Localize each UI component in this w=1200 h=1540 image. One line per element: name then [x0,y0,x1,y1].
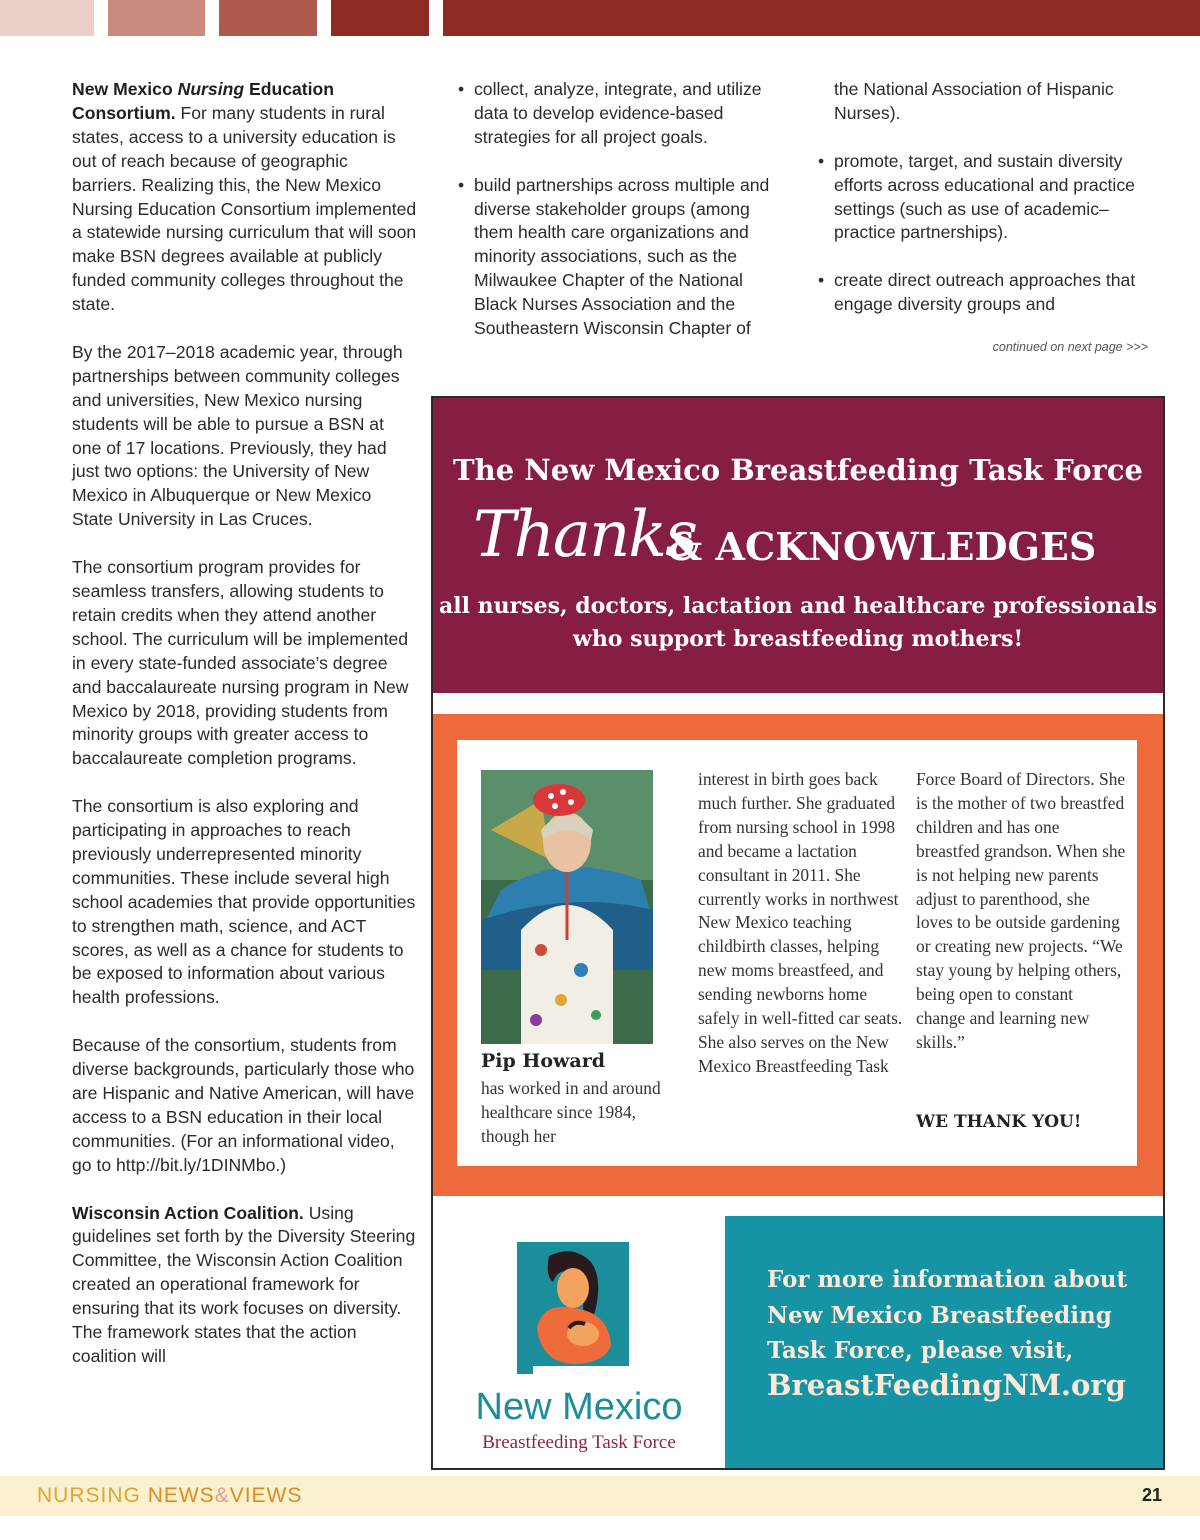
ad-header-panel [433,398,1163,693]
paragraph: By the 2017–2018 academic year, through partnerships between community colleges and universities, New Mexico nursing students will be able to pursue a BSN at one of 17 locations. Previously, they had just two options: the University of New Mexico in Albuquerque or New Mexico State University in Las Cruces. [72,341,403,530]
header-bar-2 [108,0,205,36]
ad-title: The New Mexico Breastfeeding Task Force [453,453,1143,487]
info-panel [725,1216,1163,1468]
portrait-illustration [481,770,653,1044]
logo-title: New Mexico [475,1386,683,1428]
acknowledges-heading: & ACKNOWLEDGES [668,524,1097,569]
logo-subtitle: Breastfeeding Task Force [482,1432,676,1453]
paragraph-wisconsin: Wisconsin Action Coalition. Using guidelines set forth by the Diversity Steering Committee, the Wisconsin Action Coalition created an operational framework for ensuring that its work focuses on diversity. The framework states that the action coalition will [72,1202,416,1366]
paragraph: The consortium program provides for seamless transfers, allowing students to retain credits when they attend another school. The curriculum will be implemented in every state-funded associate’s degree and baccalaureate nursing program in New Mexico by 2018, providing students from minority groups with greater access to baccalaureate completion programs. [72,557,409,769]
header-bar-5 [443,0,1200,36]
header-bar-4 [331,0,429,36]
portrait-photo [481,770,653,1044]
bullet-item: • promote, target, and sustain diversity efforts across educational and practice settings (such as use of academic–practice partnerships). [818,150,1148,246]
thanks-script: Thanks [473,498,696,572]
ad-subtitle: all nurses, doctors, lactation and healthcare professionals who support breastfeeding mothers! [438,593,1157,652]
bio-name: Pip Howard [481,1050,605,1072]
bio-text-column-1: has worked in and around healthcare since 1984, though her [481,1078,661,1146]
paragraph: The consortium is also exploring and participating in approaches to reach previously underrepresented minority communities. These include several high school academies that provide opportunities to strengthen math, science, and ACT scores, as well as a chance for students to be exposed to information about various health professions. [72,796,416,1008]
header-bar-1 [0,0,94,36]
task-force-logo [433,1216,725,1468]
page-footer [0,1476,1200,1516]
header-bar-3 [219,0,317,36]
website-link[interactable]: BreastFeedingNM.org [767,1368,1126,1402]
paragraph-new-mexico: New Mexico Nursing Education Consortium. For many students in rural states, access to a university education is out of reach because of geographic barriers. Realizing this, the New Mexico Nursing Education Consortium implemented a statewide nursing curriculum that will soon make BSN degrees available at publicly funded community colleges throughout the state. [72,79,417,315]
bullet-item: • create direct outreach approaches that engage diversity groups and [818,269,1148,317]
bio-text-column-3: Force Board of Directors. She is the mother of two breastfed children and has one breastfed grandson. When she is not helping new parents adjust to parenthood, she loves to be outside gardening or creating new projects. “We stay young by helping others, being open to constant change and learning new skills.” [916,769,1126,1052]
bio-text-column-2: interest in birth goes back much further. She graduated from nursing school in 1998 and became a lactation consultant in 2011. She currently works in northwest New Mexico teaching childbirth classes, helping new moms breastfeed, and sending newborns home safely in well-fitted car seats. She also serves on the New Mexico Breastfeeding Task [698,769,903,1076]
thanks-row [433,498,1163,588]
breastfeeding-ad [431,396,1165,1470]
page-number: 21 [1141,1485,1162,1505]
we-thank-you: WE THANK YOU! [916,1112,1082,1132]
bullet-continuation: the National Association of Hispanic Nurses). [834,79,1114,123]
info-text: For more information about New Mexico Breastfeeding Task Force, please visit, [767,1266,1128,1364]
continued-note: continued on next page >>> [992,340,1148,354]
bullet-item: • collect, analyze, integrate, and utilize data to develop evidence-based strategies for all project goals. [458,78,778,150]
mother-child-logo-icon [433,1216,725,1386]
bio-panel-frame [433,714,1163,1196]
article-column-3 [818,78,1148,341]
paragraph: Because of the consortium, students from diverse backgrounds, particularly those who are Hispanic and Native American, will have access to a BSN education in their local communities. (For an informational video, go to http://bit.ly/1DINMbo.) [72,1035,415,1175]
bullet-item: • build partnerships across multiple and diverse stakeholder groups (among them health care organizations and minority associations, such as the Milwaukee Chapter of the National Black Nurses Association and the Southeastern Wisconsin Chapter of [458,174,778,341]
article-column-1 [72,78,417,1393]
bio-card [457,740,1137,1166]
publication-name: NURSING NEWS&VIEWS [37,1484,303,1507]
article-column-2 [458,78,778,365]
